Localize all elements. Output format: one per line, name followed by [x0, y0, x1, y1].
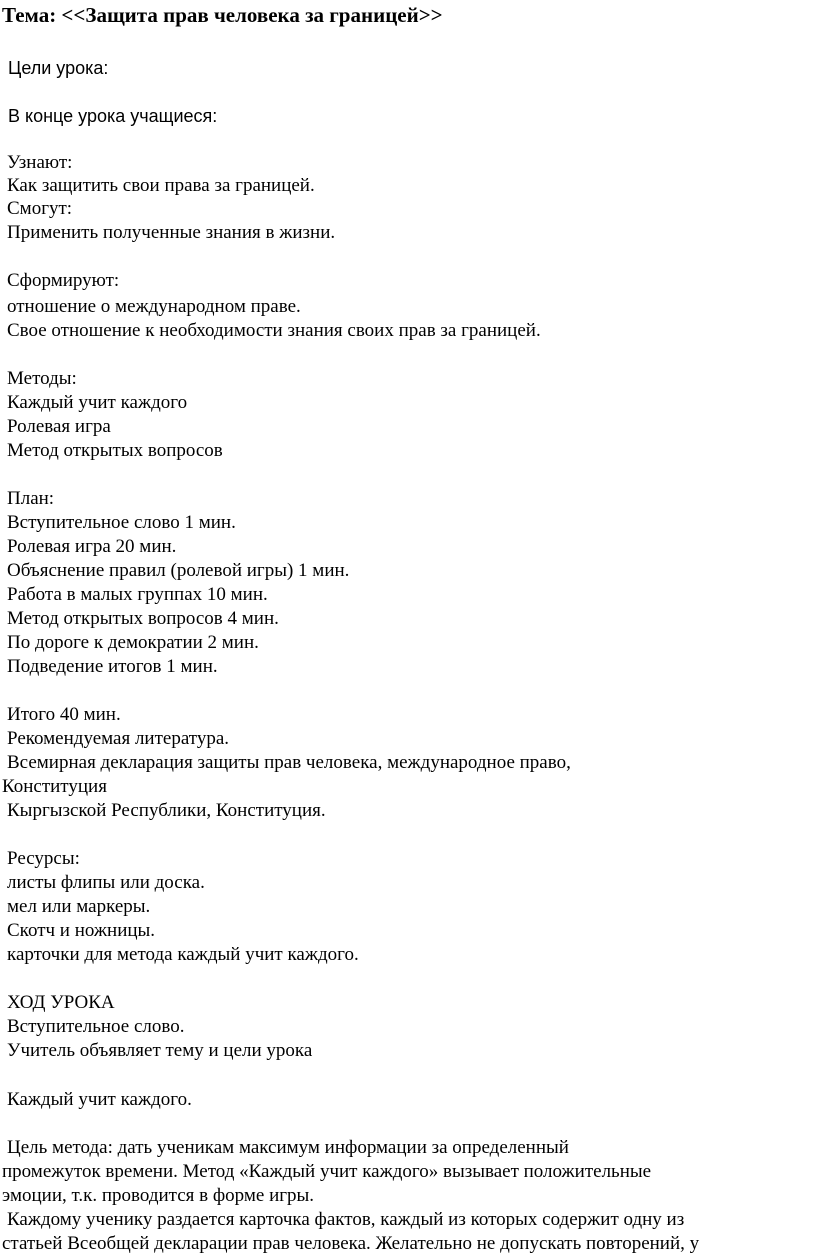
text-line: Узнают:	[7, 152, 73, 173]
lesson-progress-heading: ХОД УРОКА	[7, 992, 115, 1013]
text-line: Каждому ученику раздается карточка фактов, каждый из которых содержит одну из	[7, 1209, 685, 1230]
text-line: Сформируют:	[7, 270, 120, 291]
text-line: мел или маркеры.	[7, 896, 151, 917]
text-line: Метод открытых вопросов	[7, 440, 223, 461]
text-line: Как защитить свои права за границей.	[7, 175, 315, 196]
text-line: Ролевая игра 20 мин.	[7, 536, 177, 557]
text-line: статьей Всеобщей декларации прав человека. Желательно не допускать повторений, у	[2, 1233, 700, 1254]
text-line: Подведение итогов 1 мин.	[7, 656, 218, 677]
text-line: Вступительное слово.	[7, 1016, 185, 1037]
text-line: эмоции, т.к. проводится в форме игры.	[2, 1185, 315, 1206]
text-line: Учитель объявляет тему и цели урока	[7, 1040, 313, 1061]
text-line: Каждый учит каждого	[7, 392, 188, 413]
text-line: Вступительное слово 1 мин.	[7, 512, 236, 533]
text-line: Смогут:	[7, 198, 73, 219]
text-line: Ролевая игра	[7, 416, 111, 437]
text-line: отношение о международном праве.	[7, 296, 301, 317]
text-line: карточки для метода каждый учит каждого.	[7, 944, 359, 965]
text-line: Объяснение правил (ролевой игры) 1 мин.	[7, 560, 350, 581]
text-line: План:	[7, 488, 55, 509]
text-line: Методы:	[7, 368, 77, 389]
text-line: Каждый учит каждого.	[7, 1089, 192, 1110]
text-line: Работа в малых группах 10 мин.	[7, 584, 268, 605]
text-line: Всемирная декларация защиты прав человека, международное право,	[7, 752, 571, 773]
text-line: По дороге к демократии 2 мин.	[7, 632, 259, 653]
document-title: Тема: <<Защита прав человека за границей>>	[2, 3, 443, 27]
text-line: листы флипы или доска.	[7, 872, 205, 893]
text-line: Скотч и ножницы.	[7, 920, 156, 941]
text-line: Цель метода: дать ученикам максимум информации за определенный	[7, 1137, 569, 1158]
text-line: Итого 40 мин.	[7, 704, 121, 725]
text-line: Ресурсы:	[7, 848, 80, 869]
text-line: В конце урока учащиеся:	[8, 106, 218, 126]
text-line: Свое отношение к необходимости знания своих прав за границей.	[7, 320, 541, 341]
text-line: Метод открытых вопросов 4 мин.	[7, 608, 279, 629]
text-line: Применить полученные знания в жизни.	[7, 222, 336, 243]
lesson-goals-heading: Цели урока:	[8, 58, 109, 78]
text-line: промежуток времени. Метод «Каждый учит каждого» вызывает положительные	[2, 1161, 652, 1182]
text-line: Рекомендуемая литература.	[7, 728, 230, 749]
text-line: Конституция	[2, 776, 107, 797]
text-line: Кыргызской Республики, Конституция.	[7, 800, 326, 821]
